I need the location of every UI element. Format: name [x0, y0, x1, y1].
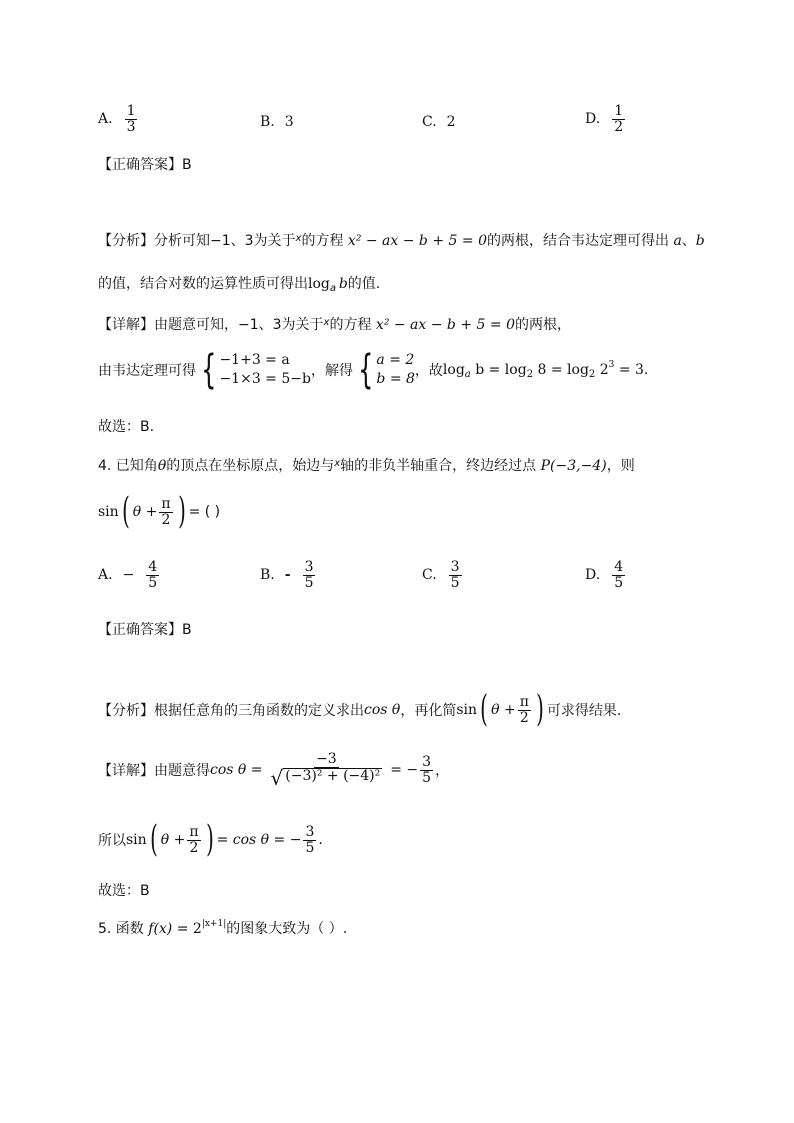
q3-detail: [98, 314, 571, 334]
choice-letter: C.: [422, 567, 437, 584]
equals: = −: [390, 762, 419, 779]
analysis-text: 分析可知−1、3为关于: [154, 233, 296, 249]
period: .: [318, 832, 323, 848]
log-base: a: [329, 283, 337, 294]
analysis-text: 根据任意角的三角函数的定义求出: [154, 703, 364, 719]
analysis-text: ，再化简: [400, 703, 457, 719]
q4-detail: [98, 752, 449, 788]
log-arg: b: [338, 276, 348, 292]
fraction: $\frac{4}{5}$: [148, 559, 158, 591]
detail-label: 【详解】: [98, 317, 154, 333]
fraction: $\frac{1}{3}$: [126, 103, 136, 135]
q3-analysis: [98, 230, 705, 250]
q4-choice-d: [585, 560, 627, 590]
analysis-label: 【分析】: [98, 703, 154, 719]
var-a: a: [673, 233, 682, 249]
q4-so: [98, 819, 323, 860]
cos-theta: cos θ =: [210, 762, 263, 779]
q4-choice-a: [98, 560, 161, 590]
q3-answer: [98, 154, 192, 174]
choice-letter: B.: [260, 114, 275, 130]
choice-letter: D.: [585, 111, 601, 128]
question-text: 的图象大致为（ ）.: [226, 921, 348, 937]
analysis-label: 【分析】: [98, 233, 154, 249]
choice-letter: A.: [98, 111, 113, 128]
var-x: x: [334, 458, 341, 469]
answer-value: B: [182, 622, 192, 638]
var-b: b: [695, 233, 705, 249]
fraction: $\frac{3}{5}$: [305, 823, 315, 856]
q4-answer: [98, 619, 192, 639]
question-text: 轴的非负半轴重合，终边经过点: [340, 458, 537, 474]
choice-letter: B.: [260, 567, 275, 584]
q3-choices: [98, 104, 638, 144]
q3-choice-a: [98, 104, 139, 134]
choose-text: 故选：B: [98, 883, 150, 899]
equation-line: a = 2: [376, 352, 415, 369]
analysis-text: 的值.: [347, 276, 381, 292]
comma: ，: [435, 763, 450, 780]
equation-system: { −1+3 = a −1×3 = 5−b: [201, 347, 311, 393]
equals-blank: = ( ): [188, 504, 221, 520]
q4-expression: sin ( θ + $\frac{\pi}{2}$ ) = ( ): [98, 491, 221, 532]
theta: θ: [157, 458, 167, 474]
fraction: $\frac{4}{5}$: [614, 559, 624, 591]
q3-analysis-line2: [98, 273, 380, 294]
fraction: $\frac{\pi}{2}$: [161, 495, 171, 528]
question-text: 5. 函数: [98, 921, 144, 937]
function: $f(x) = 2^{|x+1|}$: [148, 919, 227, 937]
cos-theta: cos θ: [364, 702, 401, 718]
equation-line: b = 8: [376, 371, 415, 387]
detail-text: 的方程: [329, 317, 372, 333]
analysis-text: 的方程: [301, 233, 344, 249]
answer-label: 【正确答案】: [98, 622, 182, 638]
fraction: $\frac{3}{5}$: [304, 559, 314, 591]
analysis-text: 的值，结合对数的运算性质可得出: [98, 276, 308, 292]
var-x: x: [323, 317, 330, 328]
question-text: 的顶点在坐标原点，始边与: [166, 458, 335, 474]
sign: −: [122, 567, 135, 584]
q4-stem: [98, 455, 635, 475]
detail-text: 的两根，: [514, 317, 571, 333]
equation-line: −1×3 = 5−b: [219, 371, 311, 387]
detail-label: 【详解】: [98, 763, 154, 780]
analysis-text: 的两根，结合韦达定理可得出: [486, 233, 669, 249]
sign: -: [284, 567, 291, 584]
so-text: 所以: [98, 833, 126, 849]
detail-text: 由题意可知，−1、3为关于: [154, 317, 324, 333]
choice-letter: C.: [422, 114, 437, 130]
q4-choice-b: [260, 560, 317, 590]
sin-expression: sin ( θ + $\frac{\pi}{2}$ ): [456, 689, 544, 730]
q3-vieta: [98, 347, 649, 393]
fraction: $\frac{3}{5}$: [450, 559, 460, 591]
answer-value: B: [182, 157, 192, 173]
point: P(−3,−4): [540, 458, 607, 474]
solution-system: { a = 2 b = 8: [358, 347, 415, 393]
log: log: [308, 276, 330, 292]
q4-analysis: [98, 689, 622, 730]
sin-expression: sin ( θ + $\frac{\pi}{2}$ ): [126, 819, 214, 860]
q3-choice-d: [585, 104, 627, 134]
fraction: $\frac{3}{5}$: [422, 754, 432, 786]
fraction: −3 √ (−3)² + (−4)²: [270, 751, 381, 790]
choice-value: 2: [446, 114, 456, 130]
choose-text: 故选：B.: [98, 419, 155, 435]
q3-choice-b: [260, 114, 294, 130]
q4-choice-c: [422, 560, 464, 590]
separator: 、: [681, 233, 696, 249]
theta-plus: θ +: [132, 504, 158, 520]
choice-letter: D.: [585, 567, 601, 584]
question-text: 4. 已知角: [98, 458, 158, 474]
final-equation: $\log_a b = \log_2 8 = \log_2 2^3 = 3$.: [442, 360, 649, 380]
equation: x² − ax − b + 5 = 0: [347, 233, 487, 249]
detail-text: ，故: [414, 363, 443, 379]
q4-choices: [98, 560, 638, 600]
answer-label: 【正确答案】: [98, 157, 182, 173]
sqrt: √ (−3)² + (−4)²: [270, 765, 381, 790]
detail-text: 由韦达定理可得: [98, 363, 196, 379]
q5-stem: [98, 918, 347, 938]
detail-text: ，解得: [310, 363, 353, 379]
q3-choice-c: [422, 114, 456, 130]
choice-letter: A.: [98, 567, 113, 584]
choice-value: 3: [284, 114, 294, 130]
sin: sin: [98, 504, 119, 520]
equation: = cos θ = −: [216, 832, 302, 848]
fraction: $\frac{1}{2}$: [614, 103, 624, 135]
analysis-text: 可求得结果.: [546, 703, 622, 719]
equation-line: −1+3 = a: [219, 352, 290, 369]
q4-choose: [98, 880, 150, 900]
equation: x² − ax − b + 5 = 0: [375, 317, 515, 333]
detail-text: 由题意得: [154, 763, 210, 780]
var-x: x: [295, 233, 302, 244]
q3-choose: [98, 416, 154, 436]
question-text: ，则: [606, 458, 635, 474]
